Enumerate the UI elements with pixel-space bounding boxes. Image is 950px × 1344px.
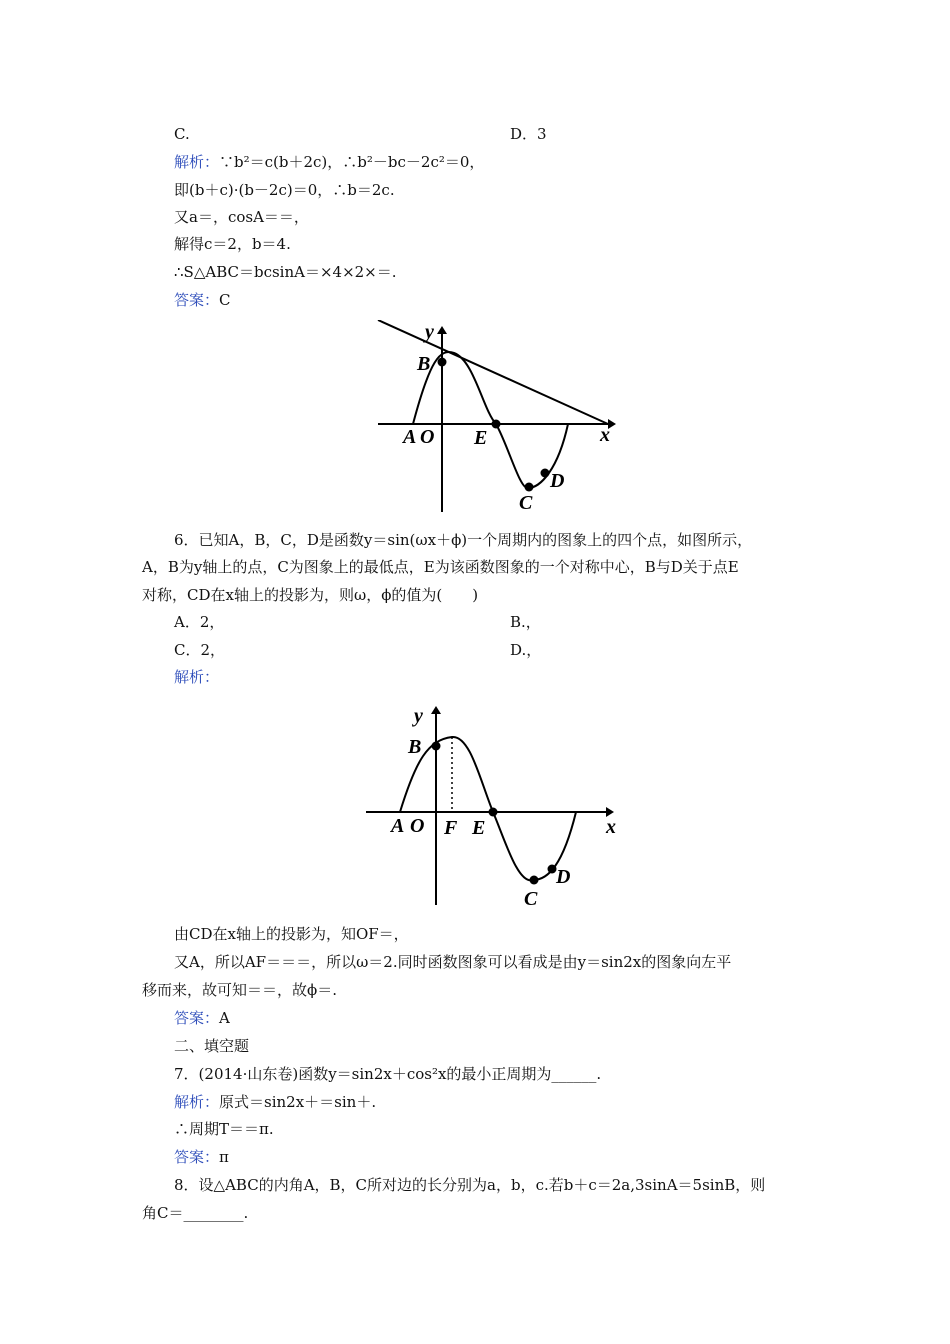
answer-value: π (219, 1148, 229, 1166)
q7-period-line: ∴周期T＝＝π. (174, 1120, 274, 1138)
label-x: x (600, 424, 610, 446)
y-axis-arrow (437, 326, 447, 334)
q8-line-1: 8．设△ABC的内角A，B，C所对边的长分别为a，b，c.若b＋c＝2a,3sinA＝5sinB，则 (174, 1176, 766, 1194)
label-a: A (403, 426, 417, 448)
solution-label: 解析： (174, 1093, 220, 1111)
label-c: C (524, 888, 538, 910)
solution-line-1 (174, 152, 484, 172)
solution-text: ∵b²＝c(b＋2c)，∴b²－bc－2c²＝0， (219, 153, 485, 171)
label-b: B (417, 353, 431, 375)
solution-text: 原式＝sin2x＋＝sin＋. (219, 1093, 377, 1111)
q6-option-b: B.， (510, 613, 541, 631)
s6-line-3: 移而来，故可知＝＝，故ϕ＝. (142, 981, 337, 999)
label-e: E (474, 427, 488, 449)
answer-line (174, 290, 231, 310)
point-c (525, 483, 534, 492)
solution-line-4: 解得c＝2，b＝4. (174, 235, 291, 253)
option-c: C. (174, 125, 190, 143)
answer-label: 答案： (174, 1009, 220, 1027)
label-f: F (444, 817, 458, 839)
s6-line-2: 又A，所以AF＝＝＝，所以ω＝2.同时函数图象可以看成是由y＝sin2x的图象向左平 (174, 953, 732, 971)
label-o: O (410, 815, 425, 837)
q6-option-a: A．2， (174, 613, 225, 631)
q7-answer-line (174, 1147, 229, 1167)
label-x: x (606, 816, 616, 838)
q7-solution-line (174, 1092, 376, 1112)
sine-graph-figure-1 (370, 320, 620, 520)
q6-line-2: A，B为y轴上的点，C为图象上的最低点，E为该函数图象的一个对称中心，B与D关于点E (142, 558, 739, 576)
solution-line-5: ∴S△ABC＝bcsinA＝×4×2×＝. (174, 263, 397, 281)
answer-value: C (219, 291, 231, 309)
point-e (492, 420, 501, 429)
q6-solution-label: 解析： (174, 668, 220, 686)
option-d: D．3 (510, 125, 547, 143)
label-y: y (414, 705, 423, 727)
solution-line-2: 即(b＋c)·(b－2c)＝0，∴b＝2c. (174, 181, 395, 199)
y-axis-arrow (431, 706, 441, 714)
label-b: B (408, 736, 422, 758)
answer-label: 答案： (174, 1148, 220, 1166)
label-y: y (425, 321, 434, 343)
q8-line-2: 角C＝________. (142, 1204, 249, 1222)
q6-option-c: C．2， (174, 641, 226, 659)
point-b (438, 358, 447, 367)
sine-curve (413, 352, 568, 488)
solution-line-3: 又a＝，cosA＝＝， (174, 208, 309, 226)
q6-option-d: D.， (510, 641, 542, 659)
point-e (489, 808, 498, 817)
q7-line: 7．(2014·山东卷)函数y＝sin2x＋cos²x的最小正周期为______. (174, 1065, 602, 1083)
sine-curve (400, 737, 576, 880)
q6-line-3: 对称，CD在x轴上的投影为，则ω，ϕ的值为( ) (142, 586, 479, 604)
section-heading: 二、填空题 (174, 1037, 250, 1055)
answer-value: A (219, 1009, 230, 1027)
label-e: E (472, 817, 486, 839)
label-c: C (519, 492, 533, 514)
label-d: D (556, 866, 571, 888)
label-d: D (550, 470, 565, 492)
point-d (541, 469, 550, 478)
sine-graph-figure-2 (358, 700, 628, 915)
solution-label: 解析： (174, 153, 220, 171)
label-a: A (391, 815, 405, 837)
s6-line-1: 由CD在x轴上的投影为，知OF＝， (174, 925, 409, 943)
answer-label: 答案： (174, 291, 220, 309)
x-axis (378, 320, 608, 424)
point-c (530, 876, 539, 885)
q6-answer-line (174, 1008, 230, 1028)
label-o: O (420, 426, 435, 448)
point-b (432, 742, 441, 751)
q6-line-1: 6．已知A，B，C，D是函数y＝sin(ωx＋ϕ)一个周期内的图象上的四个点，如图所示， (174, 531, 753, 549)
